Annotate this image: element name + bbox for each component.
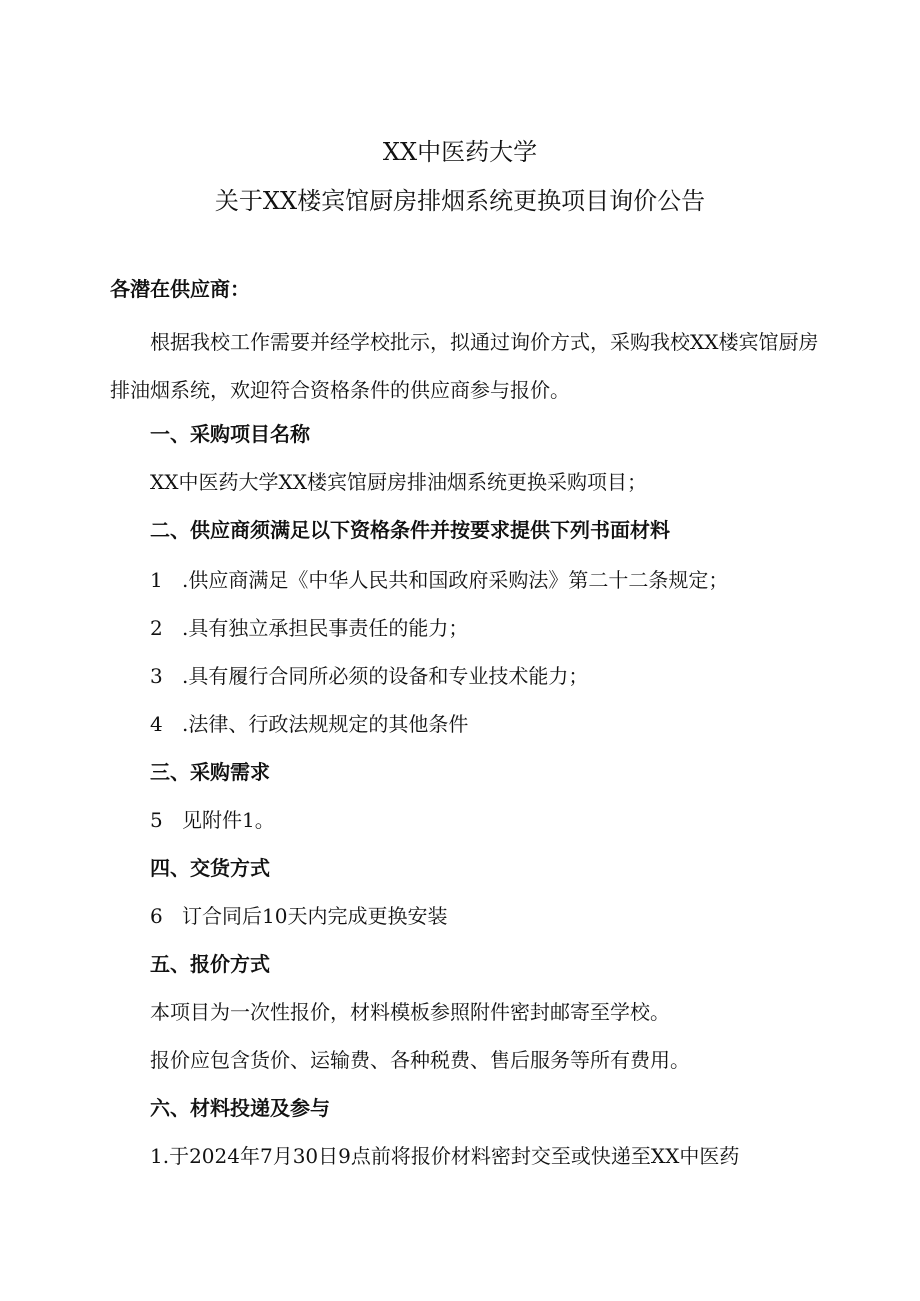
section-2-heading: 二、供应商须满足以下资格条件并按要求提供下列书面材料 — [150, 518, 670, 542]
list-item-text: 订合同后10天内完成更换安装 — [182, 904, 448, 928]
list-item-text: .具有独立承担民事责任的能力； — [182, 616, 469, 640]
section-4-heading: 四、交货方式 — [150, 856, 270, 880]
list-item-text: .具有履行合同所必须的设备和专业技术能力； — [182, 664, 589, 688]
section-5-line: 本项目为一次性报价，材料模板参照附件密封邮寄至学校。 — [150, 1000, 670, 1024]
intro-paragraph: 根据我校工作需要并经学校批示，拟通过询价方式，采购我校XX楼宾馆厨房排油烟系统，欢迎符合资格条件的供应商参与报价。 — [110, 330, 819, 402]
salutation: 各潜在供应商： — [110, 277, 250, 301]
section-5-line: 报价应包含货价、运输费、各种税费、售后服务等所有费用。 — [150, 1048, 690, 1072]
section-1-heading: 一、采购项目名称 — [150, 422, 310, 446]
list-item — [150, 710, 468, 738]
list-item-text: .法律、行政法规规定的其他条件 — [182, 712, 469, 736]
list-item — [150, 614, 468, 642]
list-item-number: 3 — [150, 664, 163, 688]
section-6-heading: 六、材料投递及参与 — [150, 1096, 330, 1120]
section-1-body: XX中医药大学XX楼宾馆厨房排油烟系统更换采购项目； — [150, 470, 647, 494]
section-6-line: 1.于2024年7月30日9点前将报价材料密封交至或快递至XX中医药 — [150, 1144, 740, 1168]
document-subtitle: 关于XX楼宾馆厨房排烟系统更换项目询价公告 — [214, 187, 706, 215]
list-item-number: 2 — [150, 616, 163, 640]
section-5-heading: 五、报价方式 — [150, 952, 270, 976]
list-item-number: 6 — [150, 904, 163, 928]
list-item-text: 见附件1。 — [182, 808, 275, 832]
list-item-number: 1 — [150, 568, 163, 592]
list-item-text: .供应商满足《中华人民共和国政府采购法》第二十二条规定； — [182, 568, 729, 592]
list-item — [150, 662, 588, 690]
list-item-number: 4 — [150, 712, 163, 736]
list-item — [150, 566, 728, 594]
section-3-heading: 三、采购需求 — [150, 760, 270, 784]
section-3-body — [150, 806, 275, 834]
list-item-number: 5 — [150, 808, 163, 832]
document-title: XX中医药大学 — [382, 138, 538, 166]
section-4-body — [150, 902, 447, 930]
